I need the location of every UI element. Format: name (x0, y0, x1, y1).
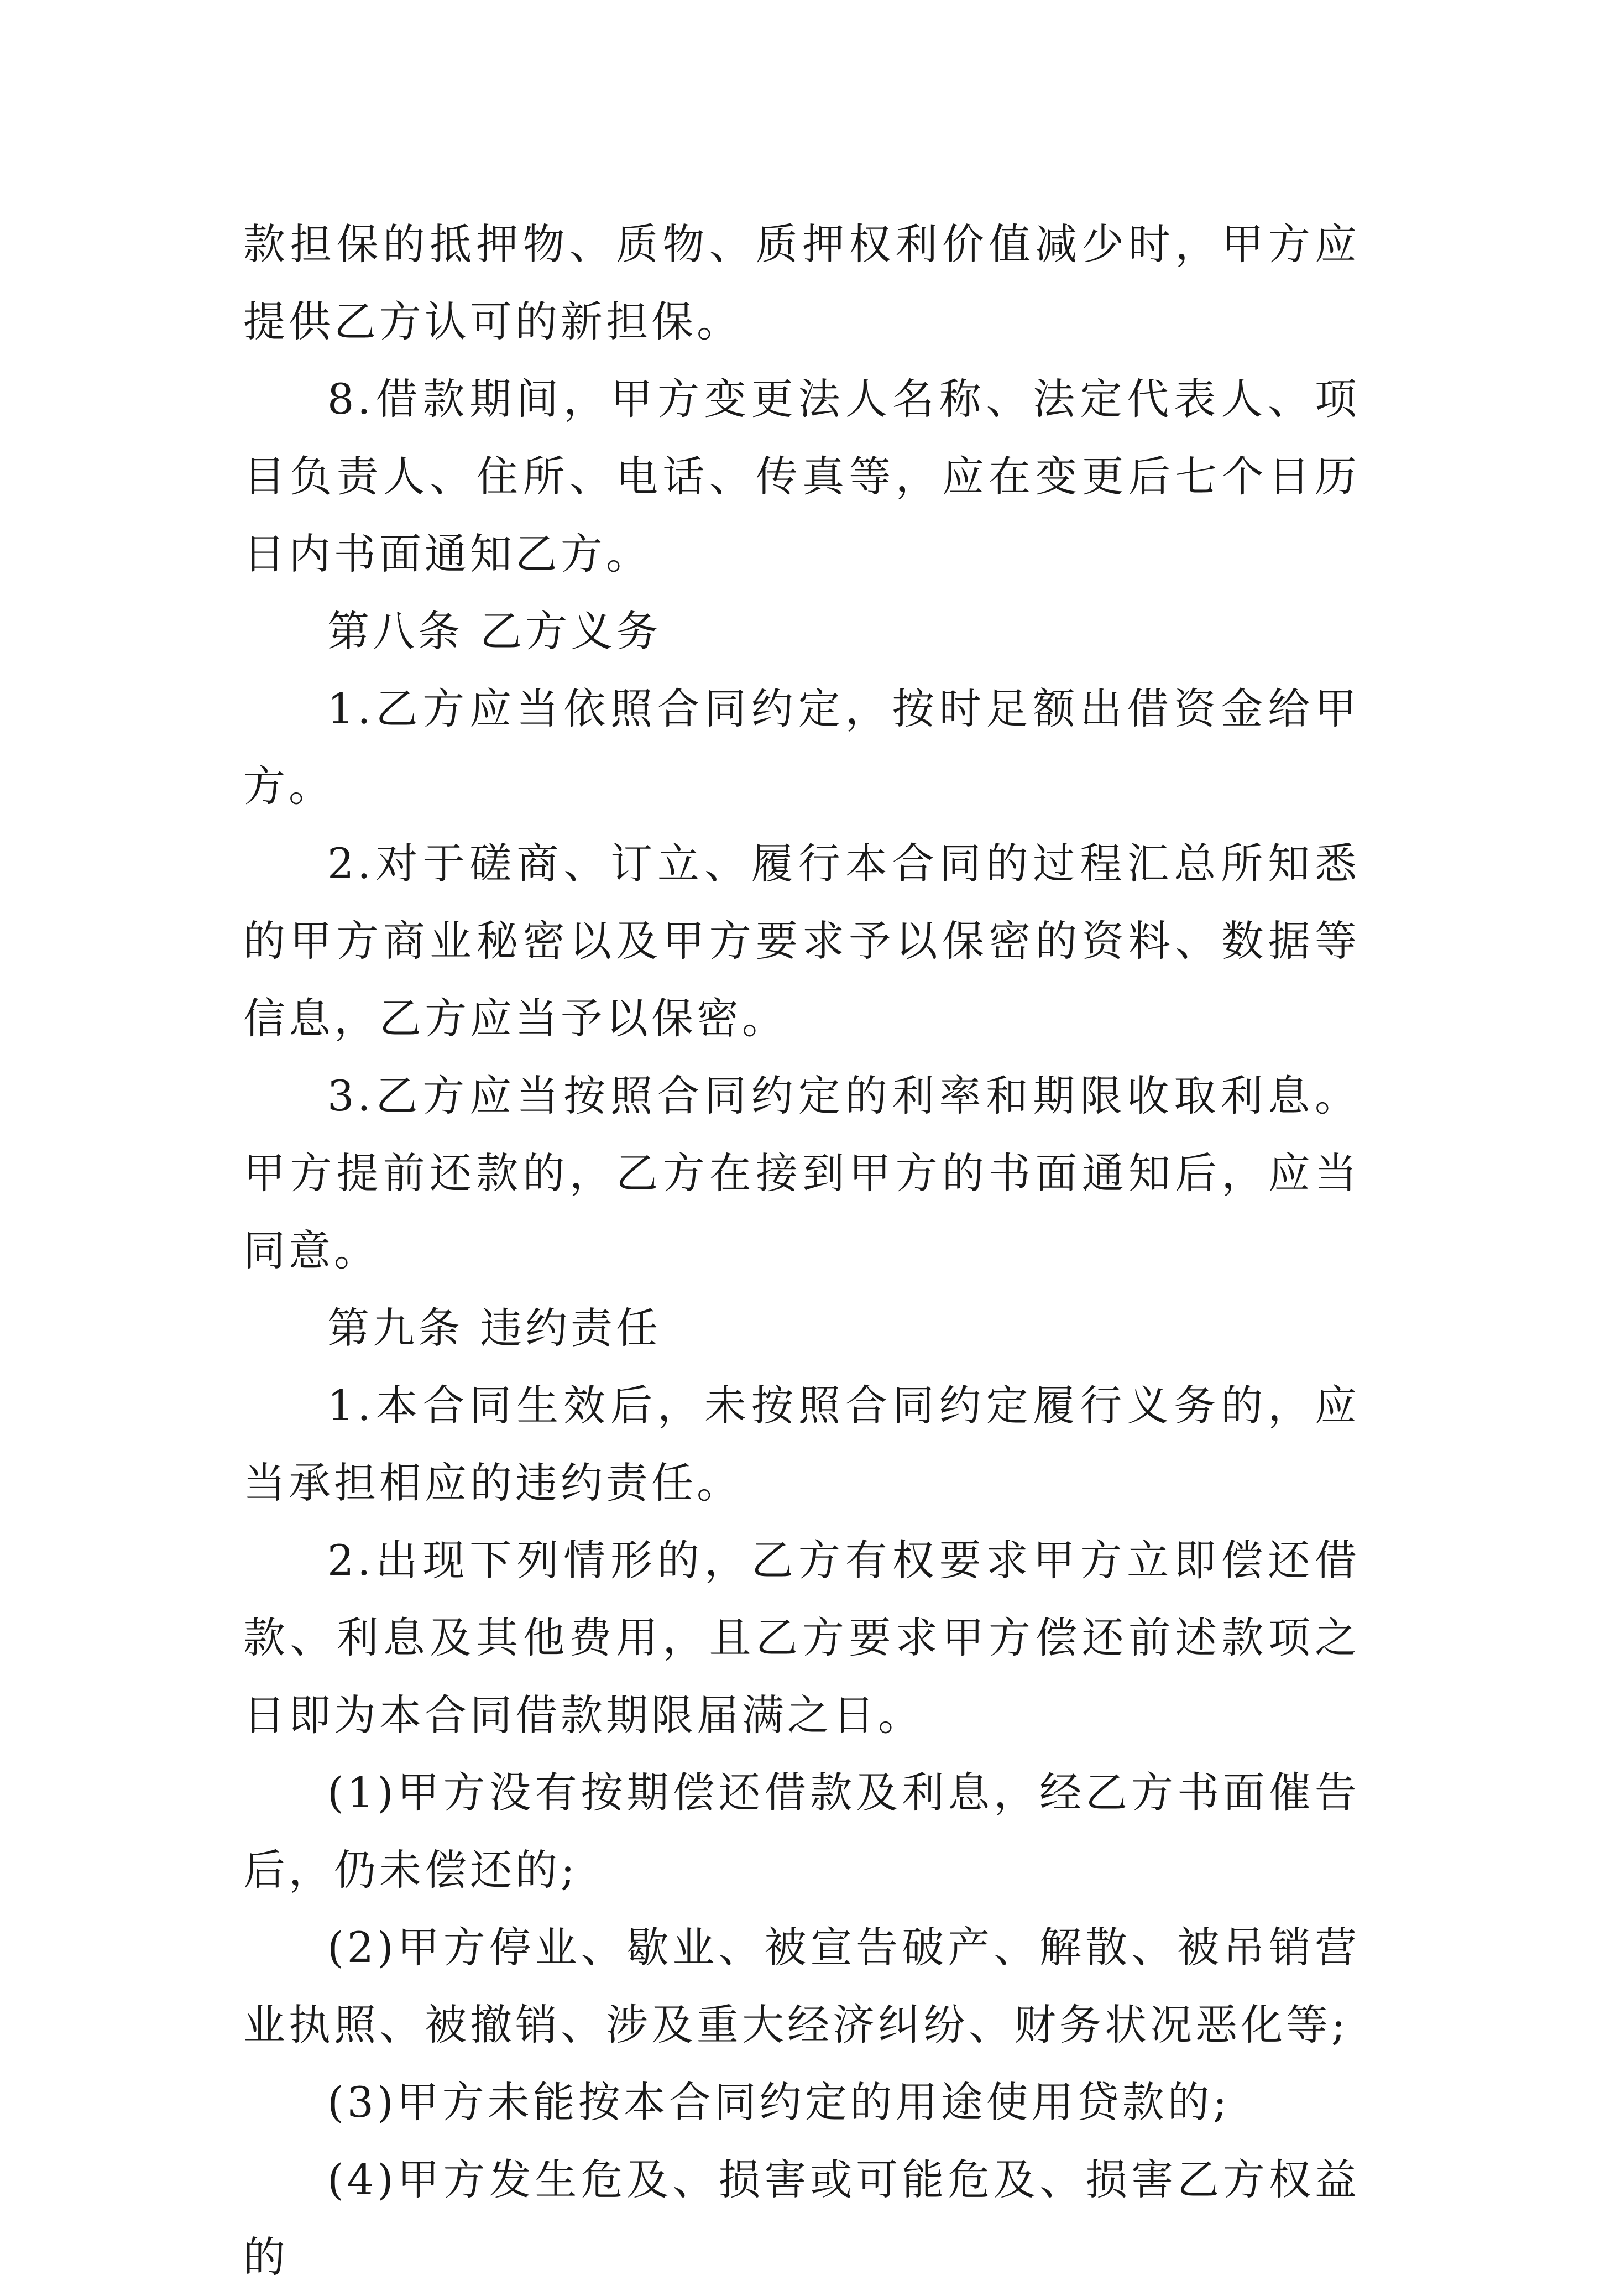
document-body (243, 206, 1360, 2296)
paragraph-article-8-item-3: 3.乙方应当按照合同约定的利率和期限收取利息。甲方提前还款的，乙方在接到甲方的书面通知后，应当同意。 (243, 1071, 1360, 1275)
paragraph-article-9-item-2: 2.出现下列情形的，乙方有权要求甲方立即偿还借款、利息及其他费用，且乙方要求甲方偿还前述款项之日即为本合同借款期限届满之日。 (243, 1536, 1360, 1740)
paragraph-article-8-item-2: 2.对于磋商、订立、履行本合同的过程汇总所知悉的甲方商业秘密以及甲方要求予以保密的资料、数据等信息，乙方应当予以保密。 (243, 839, 1360, 1043)
section-heading-article-8: 第八条 乙方义务 (327, 607, 662, 656)
paragraph-sub-item-1: (1)甲方没有按期偿还借款及利息，经乙方书面催告后，仍未偿还的; (243, 1768, 1360, 1895)
paragraph-item-8: 8.借款期间，甲方变更法人名称、法定代表人、项目负责人、住所、电话、传真等，应在变更后七个日历日内书面通知乙方。 (243, 374, 1360, 578)
paragraph-sub-item-3: (3)甲方未能按本合同约定的用途使用贷款的; (327, 2078, 1231, 2127)
paragraph-continuation: 款担保的抵押物、质物、质押权利价值减少时，甲方应提供乙方认可的新担保。 (243, 220, 1360, 346)
paragraph-article-9-item-1: 1.本合同生效后，未按照合同约定履行义务的，应当承担相应的违约责任。 (243, 1381, 1360, 1507)
paragraph-sub-item-2: (2)甲方停业、歇业、被宣告破产、解散、被吊销营业执照、被撤销、涉及重大经济纠纷、财务状况恶化等; (243, 1923, 1360, 2049)
section-heading-article-9: 第九条 违约责任 (327, 1303, 662, 1353)
paragraph-article-8-item-1: 1.乙方应当依照合同约定，按时足额出借资金给甲方。 (243, 684, 1360, 811)
paragraph-sub-item-4: (4)甲方发生危及、损害或可能危及、损害乙方权益的 (243, 2155, 1360, 2282)
